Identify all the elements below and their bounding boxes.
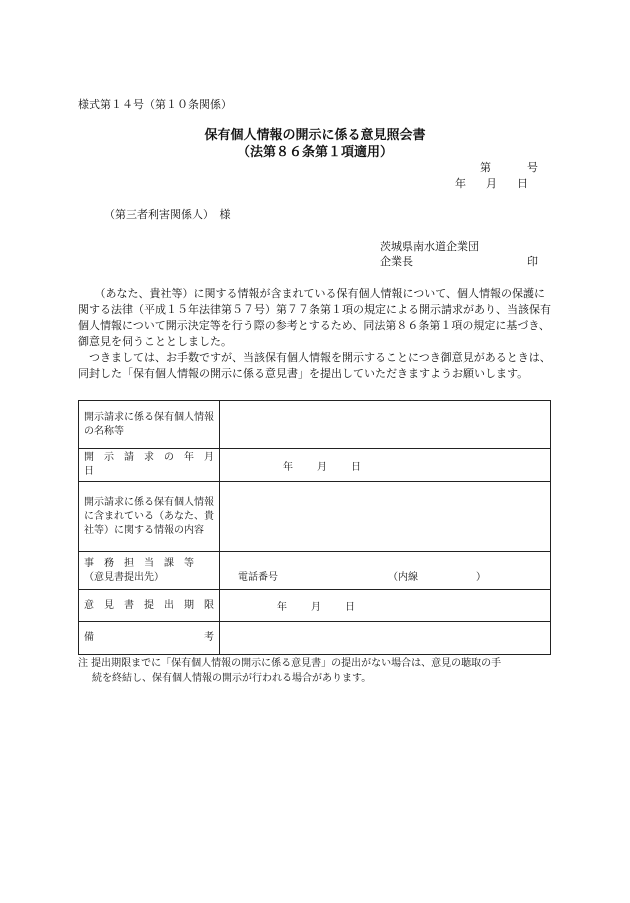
footnote [78,656,558,686]
row-value-info-name [220,401,551,449]
date-day: 日 [517,177,528,190]
row-label-request-date: 開 示 請 求 の 年 月 日 [79,449,220,482]
date-month: 月 [486,177,497,190]
row-label-office [79,552,220,590]
extension-open: （内線 [388,572,418,583]
row-value-request-date [220,449,551,482]
form-number: 様式第１４号（第１０条関係） [78,98,232,111]
row-label-remarks [79,622,220,655]
date-year: 年 [455,177,466,190]
row-label-info-name: 開示請求に係る保有個人情報の名称等 [79,401,220,449]
table-row [79,590,551,622]
request-date-month: 月 [317,461,327,473]
row-value-deadline [220,590,551,622]
office-label-line2: （意見書提出先） [84,571,164,583]
row-label-deadline: 意 見 書 提 出 期 限 [79,590,220,622]
body-paragraph-2: つきましては、お手数ですが、当該保有個人情報を開示することにつき御意見があるときは、同封した「保有個人情報の開示に係る意見書」を提出していただきますようお願いします。 [78,351,551,380]
footnote-line-1: 注 提出期限までに「保有個人情報の開示に係る意見書」の提出がない場合は、意見の聴取の手 [78,658,502,669]
doc-number-prefix: 第 [480,161,491,174]
body-paragraph-1: （あなた、貴社等）に関する情報が含まれている保有個人情報について、個人情報の保護に関する法律（平成１５年法律第５７号）第７７条第１項の規定による開示請求があり、当該保有個人情報について開示決定等を行う際の参考とするため、同法第８６条第１項の規定に基づき、御意見を伺うこととしました。 [78,287,551,348]
sender-title: 企業長 [380,255,413,268]
table-row [79,401,551,449]
table-row [79,622,551,655]
row-value-office [220,552,551,590]
document-subtitle: （法第８６条第１項適用） [236,145,393,160]
footnote-line-2: 続を終結し、保有個人情報の開示が行われる場合があります。 [92,673,372,684]
table-row [79,449,551,482]
sender-org: 茨城県南水道企業団 [380,240,479,253]
doc-number-suffix: 号 [527,161,538,174]
document-date [455,175,528,191]
deadline-year: 年 [277,602,287,613]
deadline-day: 日 [345,602,355,613]
document-number [480,159,538,175]
office-label-line1: 事 務 担 当 課 等 [84,557,194,569]
phone-label: 電話番号 [238,572,278,583]
seal-mark: 印 [527,255,538,268]
remarks-label-left: 備 [84,632,94,643]
opinion-form-table [78,400,551,655]
table-row [79,552,551,590]
deadline-month: 月 [311,602,321,613]
request-date-year: 年 [283,461,293,473]
document-title: 保有個人情報の開示に係る意見照会書 [204,128,426,143]
row-value-info-content [220,482,551,552]
remarks-label-right: 考 [204,632,214,643]
row-value-remarks [220,622,551,655]
row-label-info-content: 開示請求に係る保有個人情報に含まれている（あなた、貴社等）に関する情報の内容 [79,482,220,552]
request-date-day: 日 [351,461,361,473]
extension-close: ） [476,572,486,583]
addressee: （第三者利害関係人） 様 [104,208,231,221]
table-row [79,482,551,552]
